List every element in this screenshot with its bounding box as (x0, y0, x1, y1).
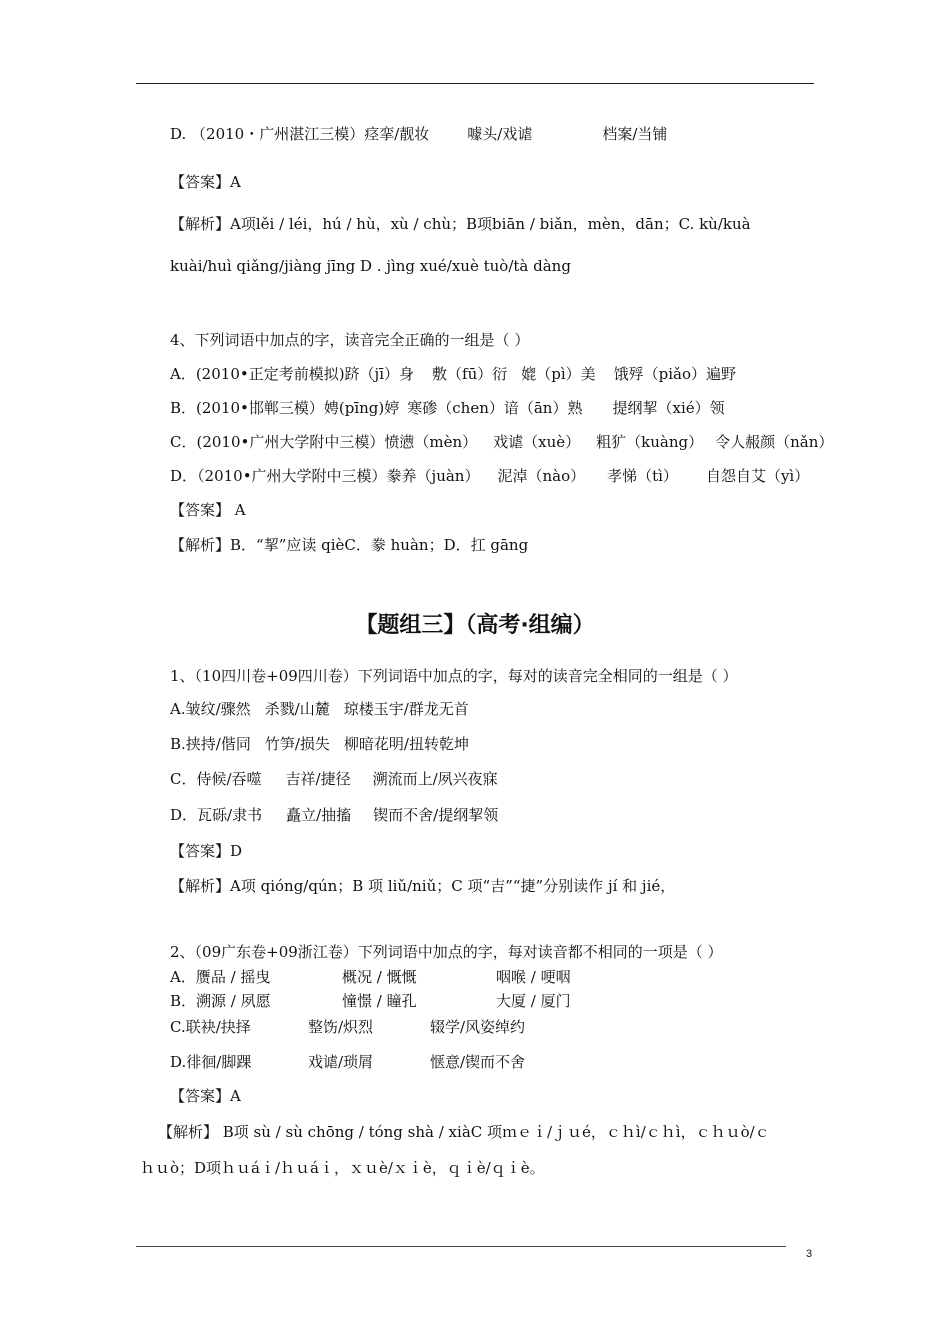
question-option-c (170, 432, 833, 452)
header-rule (136, 83, 814, 84)
option-text: 戏谑/琐屑 (308, 1053, 374, 1071)
answer: 【答案】A (170, 173, 241, 191)
option-text: 辍学/风姿绰约 (430, 1018, 526, 1036)
option-text: 戏谑（xuè） (493, 433, 581, 451)
option-text: 杀戮/山麓 (264, 700, 330, 718)
option-text: D．瓦砾/隶书 (170, 806, 263, 824)
analysis-line: 【解析】B．“挈”应读 qièC．豢 huàn；D．扛 gāng (170, 536, 529, 554)
option-text: 大厦 / 厦门 (496, 992, 571, 1010)
question-stem: 2、（09广东卷+09浙江卷）下列词语中加点的字，每对读音都不相同的一项是（ ） (170, 943, 723, 961)
analysis-line: 【解析】A项lěi / léi，hú / hù，xù / chù；B项biān / biǎn，mèn，dān；C. kù/kuà (170, 215, 751, 233)
analysis-line: ｈｕò；D项ｈｕáｉ/ｈｕáｉ，ｘｕè/ｘｉè，ｑｉè/ｑｉè。 (140, 1159, 545, 1177)
footer-rule (136, 1246, 786, 1247)
question-option-d (170, 1052, 525, 1072)
option-text: 敷（fū）衍 (432, 365, 508, 383)
question-option-b (170, 734, 469, 754)
option-text: 咽喉 / 哽咽 (496, 968, 571, 986)
question-option-a (170, 967, 571, 987)
question-option-d (170, 805, 498, 825)
option-text: 琼楼玉宇/群龙无首 (343, 700, 469, 718)
option-text: 令人赧颜（nǎn） (715, 433, 834, 451)
option-text: B.挟持/偕同 (170, 735, 251, 753)
option-text: 竹笋/损失 (264, 735, 330, 753)
option-text: 自怨自艾（yì） (705, 467, 810, 485)
option-text: 整饬/炽烈 (308, 1018, 374, 1036)
question-option-b (170, 398, 725, 418)
option-text: 柳暗花明/扭转乾坤 (343, 735, 469, 753)
option-text: C.联袂/抉择 (170, 1018, 251, 1036)
option-text: 矗立/抽搐 (286, 806, 352, 824)
analysis-line: 【解析】A项 qióng/qún；B 项 liǔ/niǔ；C 项“吉”“捷”分别读作 jí 和 jié， (170, 877, 676, 895)
analysis-line: kuài/huì qiǎng/jiàng jīng D . jìng xué/xuè tuò/tà dàng (170, 257, 571, 275)
option-text: 寒碜（chen）谙（ān）熟 (407, 399, 583, 417)
question-option-c (170, 1017, 525, 1037)
question-stem: 1、（10四川卷+09四川卷）下列词语中加点的字，每对的读音完全相同的一组是（ ） (170, 667, 738, 685)
question-option-a (170, 699, 469, 719)
question-option-a (170, 364, 736, 384)
option-text: D．（2010•广州大学附中三模）豢养（juàn） (170, 467, 480, 485)
answer: 【答案】 A (170, 501, 246, 519)
answer: 【答案】A (170, 1087, 241, 1105)
option-text: D.徘徊/脚踝 (170, 1053, 252, 1071)
question-option-b (170, 991, 571, 1011)
analysis-line: 【解析】 B项 sù / sù chōng / tóng shà / xiàC 项ｍｅｉ/ｊｕé，ｃｈì/ｃｈì，ｃｈｕò/ｃ (158, 1123, 770, 1141)
option-text: A．赝品 / 摇曳 (170, 968, 271, 986)
option-text: 概况 / 慨慨 (342, 968, 417, 986)
option-text: 饿殍（piǎo）遍野 (613, 365, 737, 383)
question-option-c (170, 769, 498, 789)
question-option-d (170, 466, 809, 486)
question-stem: 4、下列词语中加点的字，读音完全正确的一组是（ ） (170, 331, 530, 349)
option-text: 憧憬 / 瞳孔 (342, 992, 417, 1010)
option-text: 泥淖（nào） (497, 467, 586, 485)
option-text: 噱头/戏谑 (467, 125, 533, 143)
option-text: C．侍候/吞噬 (170, 770, 262, 788)
option-text: C．(2010•广州大学附中三模）愤懑（mèn） (170, 433, 478, 451)
option-text: 粗犷（kuàng） (596, 433, 704, 451)
option-text: 锲而不舍/提纲挈领 (373, 806, 499, 824)
option-text: 吉祥/捷径 (285, 770, 351, 788)
option-text: 媲（pì）美 (521, 365, 596, 383)
section-title: 【题组三】（高考·组编） (355, 613, 595, 638)
option-text: 提纲挈（xié）领 (612, 399, 725, 417)
option-text: A．(2010•正定考前模拟)跻（jī）身 (170, 365, 415, 383)
question-option-d (170, 124, 667, 144)
option-text: 溯流而上/夙兴夜寐 (372, 770, 498, 788)
option-text: B．(2010•邯郸三模）娉(pīng)婷 (170, 399, 400, 417)
option-text: D. （2010・广州湛江三模）痉挛/靓妆 (170, 125, 430, 143)
option-text: A.皱纹/骤然 (170, 700, 251, 718)
option-text: 档案/当铺 (602, 125, 668, 143)
answer: 【答案】D (170, 842, 243, 860)
option-text: B．溯源 / 夙愿 (170, 992, 271, 1010)
page-number: 3 (806, 1248, 813, 1260)
option-text: 孝悌（tì） (607, 467, 678, 485)
option-text: 惬意/锲而不舍 (430, 1053, 526, 1071)
